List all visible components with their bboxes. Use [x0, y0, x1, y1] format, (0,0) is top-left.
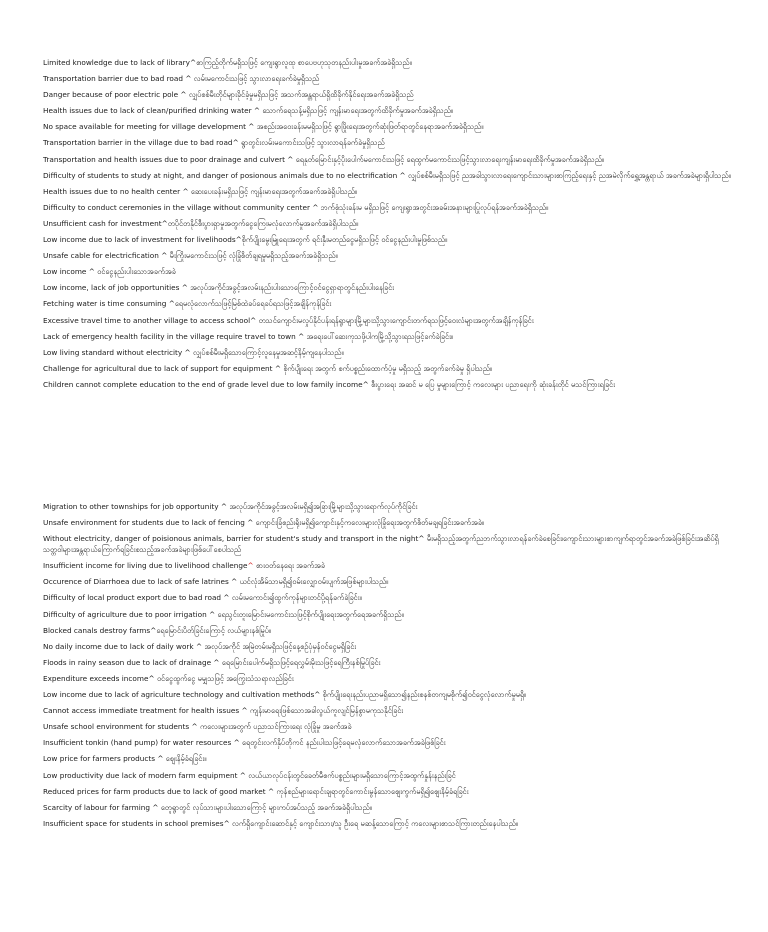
- caret-separator: ^: [157, 754, 164, 764]
- issue-english: Reduced prices for farm products due to lack of good market: [43, 786, 268, 796]
- issue-line: [43, 89, 733, 100]
- issue-line: [43, 57, 733, 68]
- issue-myanmar: ရေနုတ်မြောင်းနှင့်ပိုးပေါက်မကောင်းသဖြင့် ရေထွက်မကောင်းသဖြင့်သွားလာရေးကျန်းမာရေးထိခိုက်မှုအခက်အခဲရှိသည်။: [293, 154, 605, 164]
- issue-myanmar: စိုက်ပျိုးမွေးမြူရေးအတွက် ရင်းနှီးမတည်ငွေမရှိသဖြင့် ဝင်ငွေနည်းပါးမှုဖြစ်သည်။: [241, 235, 448, 245]
- issue-english: Low income, lack of job opportunities: [43, 283, 182, 293]
- issue-myanmar: စာကြည့်တိုက်မရှိသဖြင့် ကျေးရွာလူထု စာပေဗဟုသုတနည်းပါးမှုအခက်အခဲရှိသည်။: [196, 58, 412, 67]
- caret-separator: ^: [213, 657, 220, 667]
- caret-separator: ^: [247, 561, 254, 571]
- caret-separator: ^: [231, 577, 238, 587]
- issue-english: Unsafe environment for students due to lack of fencing: [43, 518, 248, 528]
- issue-myanmar: အရေးပေါ်ဆေးကုသဖို့ပါကမြို့သို့သွားရသဖြင့်ခက်ခဲခြင်း။: [304, 331, 454, 341]
- issue-line: [43, 234, 733, 245]
- issue-myanmar: တသင်ကျောင်းမလှုပ်နိုင်ပန်းရန်ရွာများမြို့များသို့သွားကျောင်းတက်ရသဖြင့်ဝေးလံများအတွက်အချိန်ကုန်ခြင်း: [256, 315, 534, 325]
- issue-english: Lack of emergency health facility in the village require travel to town: [43, 331, 299, 341]
- caret-separator: ^: [161, 218, 168, 228]
- caret-separator: ^: [168, 299, 175, 309]
- issue-myanmar: ရေမြောင်းပေါက်မရှိသဖြင့်ရေလွှမ်းမိုးသဖြင့်ရေကြီးနစ်မြုပ်ခြင်း: [219, 657, 381, 667]
- issue-english: Transportation barrier due to bad road: [43, 74, 186, 84]
- issue-english: Scarcity of labour for farming: [43, 802, 153, 812]
- issue-english: Difficulty of agriculture due to poor irrigation: [43, 609, 210, 619]
- issue-english: Unsafe school environment for students: [43, 722, 192, 732]
- issue-line: [43, 250, 733, 261]
- issue-line: [43, 218, 733, 229]
- issue-line: [43, 298, 733, 309]
- issue-line: [43, 154, 733, 165]
- issue-myanmar: အလုပ်အကိုင်အခွင့်အလမ်းနည်းပါးသောကြောင့်ဝင်ငွေရှာရာတွင်နည်းပါးနေခြင်း: [187, 283, 395, 293]
- issue-line: [43, 315, 733, 326]
- issue-myanmar: စိုက်ပျိုးရေးနည်းပညာမရှိသော၍နည်းစနစ်တကျမစိုက်၍ဝင်ငွေလုံလောက်မှုမရှိ။: [320, 690, 527, 700]
- issue-myanmar: ရေသွင်းတူးမြောင်းမကောင်းသဖြင့်စိုက်ပျိုးရေးအတွက်ရေအခက်ရှိသည်။: [215, 609, 404, 619]
- issue-english: Transportation barrier in the village due to bad road: [43, 138, 233, 148]
- issue-line: [43, 818, 733, 829]
- issue-myanmar: ဈေးနိမ့်ခံရခြင်း။: [163, 754, 207, 764]
- caret-separator: ^: [223, 593, 230, 603]
- issue-line: [43, 641, 733, 652]
- issue-myanmar: ရေတွင်းလက်နှိပ်တိုကင် နည်းပါးသဖြင့်ရေမလုံလောက်သောအခက်အခဲဖြစ်ခြင်း: [239, 738, 446, 748]
- issue-english: Blocked canals destroy farms: [43, 625, 151, 635]
- issue-myanmar: သောက်ရေသန့်မရှိသဖြင့် ကျန်းမာရေးအတွက်ထိခိုက်မှုအခက်အခဲရှိသည်။: [260, 106, 454, 116]
- issue-myanmar: လျှပ်စစ်မီးတိုင်များခိုင်ခံ့မှုမရှိသဖြင့် အသက်အန္တရာယ်ရှိထိခိုက်နိုင်ရေးအခက်အခဲရှိသည်: [186, 90, 414, 100]
- issue-english: Health issues due to no health center: [43, 186, 183, 196]
- issue-english: Migration to other townships for job opportunity: [43, 502, 221, 511]
- issue-myanmar: ရေမြောင်းပိတ်ခြင်းကြောင့် လယ်များနစ်မြုပ်။: [156, 625, 271, 635]
- caret-separator: ^: [223, 818, 230, 828]
- caret-separator: ^: [235, 235, 242, 245]
- caret-separator: ^: [267, 786, 275, 796]
- issue-line: [43, 705, 733, 716]
- issue-english: Health issues due to lack of clean/purified drinking water: [43, 106, 254, 116]
- issue-english: Cannot access immediate treatment for health issues: [43, 706, 242, 716]
- issue-myanmar: ကလေးများအတွက် ပညာသင်ကြားရေး လုံခြုံမှု အခက်အခဲ: [197, 722, 352, 732]
- issue-myanmar: လျှပ်စစ်မီးမရှိသဖြင့် ညအခါသွားလာရေးကျောင်းသားများစာကြည့်ရေးနှင့် ညအမဲလိုက်ရွှေ့အန္တရာယ် အခက်အခဲများရှိပါသည်။: [405, 170, 731, 180]
- issue-myanmar: ဝင်ငွေထွက်ငွေ မမျှသဖြင့် အကြွေးသံသရာလည်ခြင်း: [154, 673, 294, 683]
- caret-separator: ^: [312, 202, 319, 212]
- caret-separator: ^: [287, 154, 294, 164]
- issue-english: Occurence of Diarrhoea due to lack of safe latrines: [43, 577, 232, 587]
- issue-myanmar: တပိုင်တနိုင်စီးပွားရှာမှုအတွက်ငွေကြေးမလုံလောက်မှုအခက်အခဲရှိပါသည်။: [167, 218, 359, 228]
- issue-myanmar: ကျန်းမာရေးဖြစ်သောအခါလွယ်ကူလျင်မြန်စွာမကုသနိုင်ခြင်း: [247, 706, 404, 716]
- issue-line: [43, 533, 733, 555]
- issue-myanmar: ကုန်စည်များရောင်းချရာတွင်ကောင်းမွန်သောဈေးကွက်မရှိ၍ဈေးနိမ့်ခံရခြင်း: [274, 786, 469, 796]
- caret-separator: ^: [248, 122, 255, 132]
- issue-english: Unsafe cable for electricfication: [43, 251, 162, 261]
- issue-line: [43, 363, 733, 374]
- issue-myanmar: ဆေးပေးခန်းမရှိသဖြင့် ကျန်းမာရေးအတွက်အခက်အခဲရှိပါသည်။: [188, 186, 358, 196]
- issue-myanmar: စိုက်ပျိုးရေး အတွက် စက်ပစ္စည်းထောက်ပံ့မှု မရှိသည့် အတွက်ခက်ခဲမှု ရှိပါသည်။: [281, 363, 493, 373]
- issue-english: Children cannot complete education to the end of grade level due to low family income: [43, 379, 363, 389]
- issue-line: [43, 802, 733, 813]
- issues-list-2: [43, 501, 733, 834]
- issue-myanmar: ယင်လုံအိမ်သာမရှိ၍ဝမ်းလျှောဝမ်းပျက်အဖြစ်များပါသည်။: [237, 577, 389, 587]
- caret-separator: ^: [150, 625, 157, 635]
- issue-english: Low income due to lack of investment for livelihoods: [43, 235, 236, 245]
- issue-line: [43, 657, 733, 668]
- issue-line: [43, 73, 733, 84]
- caret-separator: ^: [247, 518, 254, 528]
- issue-myanmar: လမ်းမကောင်း၍ထွက်ကုန်များတင်ပို့ရန်ခက်ခဲခြင်း။: [229, 593, 362, 603]
- issue-line: [43, 770, 733, 781]
- issue-myanmar: စားဝတ်နေရေး အခက်အခဲ: [253, 561, 325, 571]
- issue-english: Insufficient income for living due to livelihood challenge: [43, 561, 248, 571]
- caret-separator: ^: [182, 186, 189, 196]
- caret-separator: ^: [185, 74, 192, 84]
- issue-line: [43, 560, 733, 571]
- issue-line: [43, 673, 733, 684]
- issue-english: Excessive travel time to another village to access school: [43, 315, 251, 325]
- issue-myanmar: အစည်းအဝေးခန်းမမရှိသဖြင့် ရွာဖြိုးရေးအတွက်ဆုံးဖြတ်ရာတွင်နေရာအခက်အခဲရှိသည်။: [254, 122, 484, 132]
- issue-myanmar: လမ်းမကောင်းသဖြင့် သွားလာရေးခက်ခဲမှုရှိသည်: [191, 74, 320, 84]
- issue-line: [43, 753, 733, 764]
- issue-line: [43, 170, 733, 181]
- issue-line: [43, 625, 733, 636]
- issue-english: Low living standard without electricity: [43, 347, 185, 357]
- issue-english: Expenditure exceeds income: [43, 673, 149, 683]
- issue-line: [43, 737, 733, 748]
- caret-separator: ^: [148, 673, 155, 683]
- issue-myanmar: အလုပ်အကိုင် အမြဲတမ်းမရှိသဖြင့်နေ့စဉ်ပုံမှန်ဝင်ငွေမရှိခြင်း: [202, 641, 357, 651]
- issue-english: Low income due to lack of agriculture technology and cultivation methods: [43, 690, 315, 700]
- issue-line: [43, 592, 733, 603]
- issue-line: [43, 576, 733, 587]
- issue-english: Floods in rainy season due to lack of drainage: [43, 657, 214, 667]
- caret-separator: ^: [239, 770, 246, 780]
- issue-english: Low income: [43, 267, 89, 277]
- issue-myanmar: လက်ရှိကျောင်းဆောင်နှင့် ကျောင်းသား/သူ ဦးရေ မဆန့်သောကြောင့် ကလေးများစာသင်ကြားတည်းနေပါသည်။: [229, 818, 518, 828]
- issue-english: Transportation and health issues due to poor drainage and culvert: [43, 154, 288, 164]
- issue-myanmar: မီးကြိုးမကောင်းသဖြင့် လုံခြုံစိတ်ချရမှုမရှိသည့်အခက်အခဲရှိသည်။: [167, 251, 338, 261]
- issue-english: Danger because of poor electric pole: [43, 90, 181, 100]
- caret-separator: ^: [314, 690, 321, 700]
- issue-myanmar: ကျောင်းခြံစည်းရိုးမရှိ၍ကျောင်းနှင့်ကလေးများလုံခြုံရေးအတွက်စိတ်မချရခြင်းအခက်အခဲ။: [253, 518, 485, 528]
- issue-line: [43, 347, 733, 358]
- issue-myanmar: အလုပ်အကိုင်အခွင့်အလမ်းမရှိ၍အခြားမြို့များသို့သွားရောက်လုပ်ကိုင်ခြင်း: [227, 502, 418, 511]
- issue-myanmar: တေူရွာတွင် လုပ်သားများပါးသောကြောင့် များကပ်အပ်သည့် အခက်အခဲရှိပါသည်။: [158, 802, 372, 812]
- issue-line: [43, 266, 733, 277]
- caret-separator: ^: [180, 90, 187, 100]
- issue-line: [43, 137, 733, 148]
- caret-separator: ^: [195, 641, 203, 651]
- caret-separator: ^: [241, 706, 248, 716]
- caret-separator: ^: [184, 347, 191, 357]
- issue-myanmar: ဘက်စုံသုံးခန်းမ မရှိသဖြင့် ကျေးရွာအတွင်းအခမ်းအနားများပြုလုပ်ရန်အခက်အခဲရှိသည်။: [318, 202, 549, 212]
- caret-separator: ^: [88, 267, 95, 277]
- issue-myanmar: ဝင်ငွေနည်းပါးသောအခက်အခဲ: [94, 267, 176, 277]
- caret-separator: ^: [399, 170, 406, 180]
- caret-separator: ^: [298, 331, 305, 341]
- caret-separator: ^: [209, 609, 216, 619]
- issue-myanmar: လျှပ်စစ်မီးမရှိသောကြောင့်လူနေမှုအဆင့်နိမ့်ကျနေပါသည်။: [190, 347, 344, 357]
- issue-line: [43, 186, 733, 197]
- issue-line: [43, 202, 733, 213]
- issue-myanmar: စီးပွားရေး အဆင် မ ပြေ မှုများကြောင့် ကလေးများ ပညာရေးကို ဆုံးခန်းတိုင် မသင်ကြားရခြင်း: [368, 379, 615, 389]
- issue-line: [43, 609, 733, 620]
- issue-english: No space available for meeting for village development: [43, 122, 249, 132]
- issue-english: Difficulty of students to study at night, and danger of posionous animals due to no electrification: [43, 170, 400, 180]
- issue-line: [43, 517, 733, 528]
- issue-line: [43, 501, 733, 512]
- issues-list-1: [43, 57, 733, 395]
- issue-english: Fetching water is time consuming: [43, 299, 169, 309]
- issue-english: Insufficient tonkin (hand pump) for water resources: [43, 738, 234, 748]
- issue-english: Limited knowledge due to lack of library: [43, 58, 190, 67]
- issue-line: [43, 786, 733, 797]
- issue-line: [43, 331, 733, 342]
- issue-english: Without electricity, danger of poisionous animals, barrier for student's study and transport in the night: [43, 534, 419, 544]
- caret-separator: ^: [190, 58, 197, 67]
- caret-separator: ^: [152, 802, 159, 812]
- caret-separator: ^: [220, 502, 228, 511]
- issue-line: [43, 121, 733, 132]
- issue-myanmar: ရေမလုံလောက်သဖြင့်မြစ်ထဲခပ်ရေခပ်ရသဖြင့်အချိန်ကုန်ခြင်း: [174, 299, 332, 309]
- caret-separator: ^: [418, 534, 425, 544]
- issue-line: [43, 105, 733, 116]
- caret-separator: ^: [250, 315, 257, 325]
- issue-english: Low price for farmers products: [43, 754, 158, 764]
- issue-myanmar: ရွာတွင်းလမ်းမကောင်းသဖြင့် သွားလာရန်ခက်ခဲမှုရှိသည်: [238, 138, 385, 148]
- issue-line: [43, 379, 733, 390]
- issue-english: Difficulty of local product export due to bad road: [43, 593, 224, 603]
- caret-separator: ^: [181, 283, 188, 293]
- caret-separator: ^: [191, 722, 198, 732]
- issue-line: [43, 689, 733, 700]
- issue-english: No daily income due to lack of daily work: [43, 641, 196, 651]
- issue-english: Difficulty to conduct ceremonies in the village without community center: [43, 202, 313, 212]
- issue-line: [43, 721, 733, 732]
- caret-separator: ^: [274, 363, 281, 373]
- issue-myanmar: လယ်ယာလုပ်ငန်းတွင်ခေတ်မီစက်ပစ္စည်းများမရှိသောကြောင့်အထွက်နှုန်းနည်းခြင်: [245, 770, 456, 780]
- issue-english: Insufficient space for students in school premises: [43, 818, 224, 828]
- caret-separator: ^: [232, 138, 239, 148]
- caret-separator: ^: [233, 738, 240, 748]
- issue-english: Challenge for agricultural due to lack of support for equipment: [43, 363, 275, 373]
- caret-separator: ^: [253, 106, 261, 116]
- issue-myanmar: မီးမရှိသည့်အတွက်ညဘက်သွားလာရန်ခက်ခဲစေခြင်း၊ကျောင်းသားများစာကျက်ရာတွင်အခက်အခဲဖြစ်ခြင်းအဆိပ်ရှိသတ္တဝါများအန္တရာယ်ကြောက်ရခြင်းစသည့်အခက်အခဲများဖြစ်ပေါ်စေပါသည်: [43, 534, 719, 555]
- caret-separator: ^: [161, 251, 168, 261]
- issue-line: [43, 282, 733, 293]
- issue-english: Low productivity due lack of modern farm equipment: [43, 770, 240, 780]
- issue-english: Unsufficient cash for investment: [43, 218, 162, 228]
- caret-separator: ^: [362, 379, 369, 389]
